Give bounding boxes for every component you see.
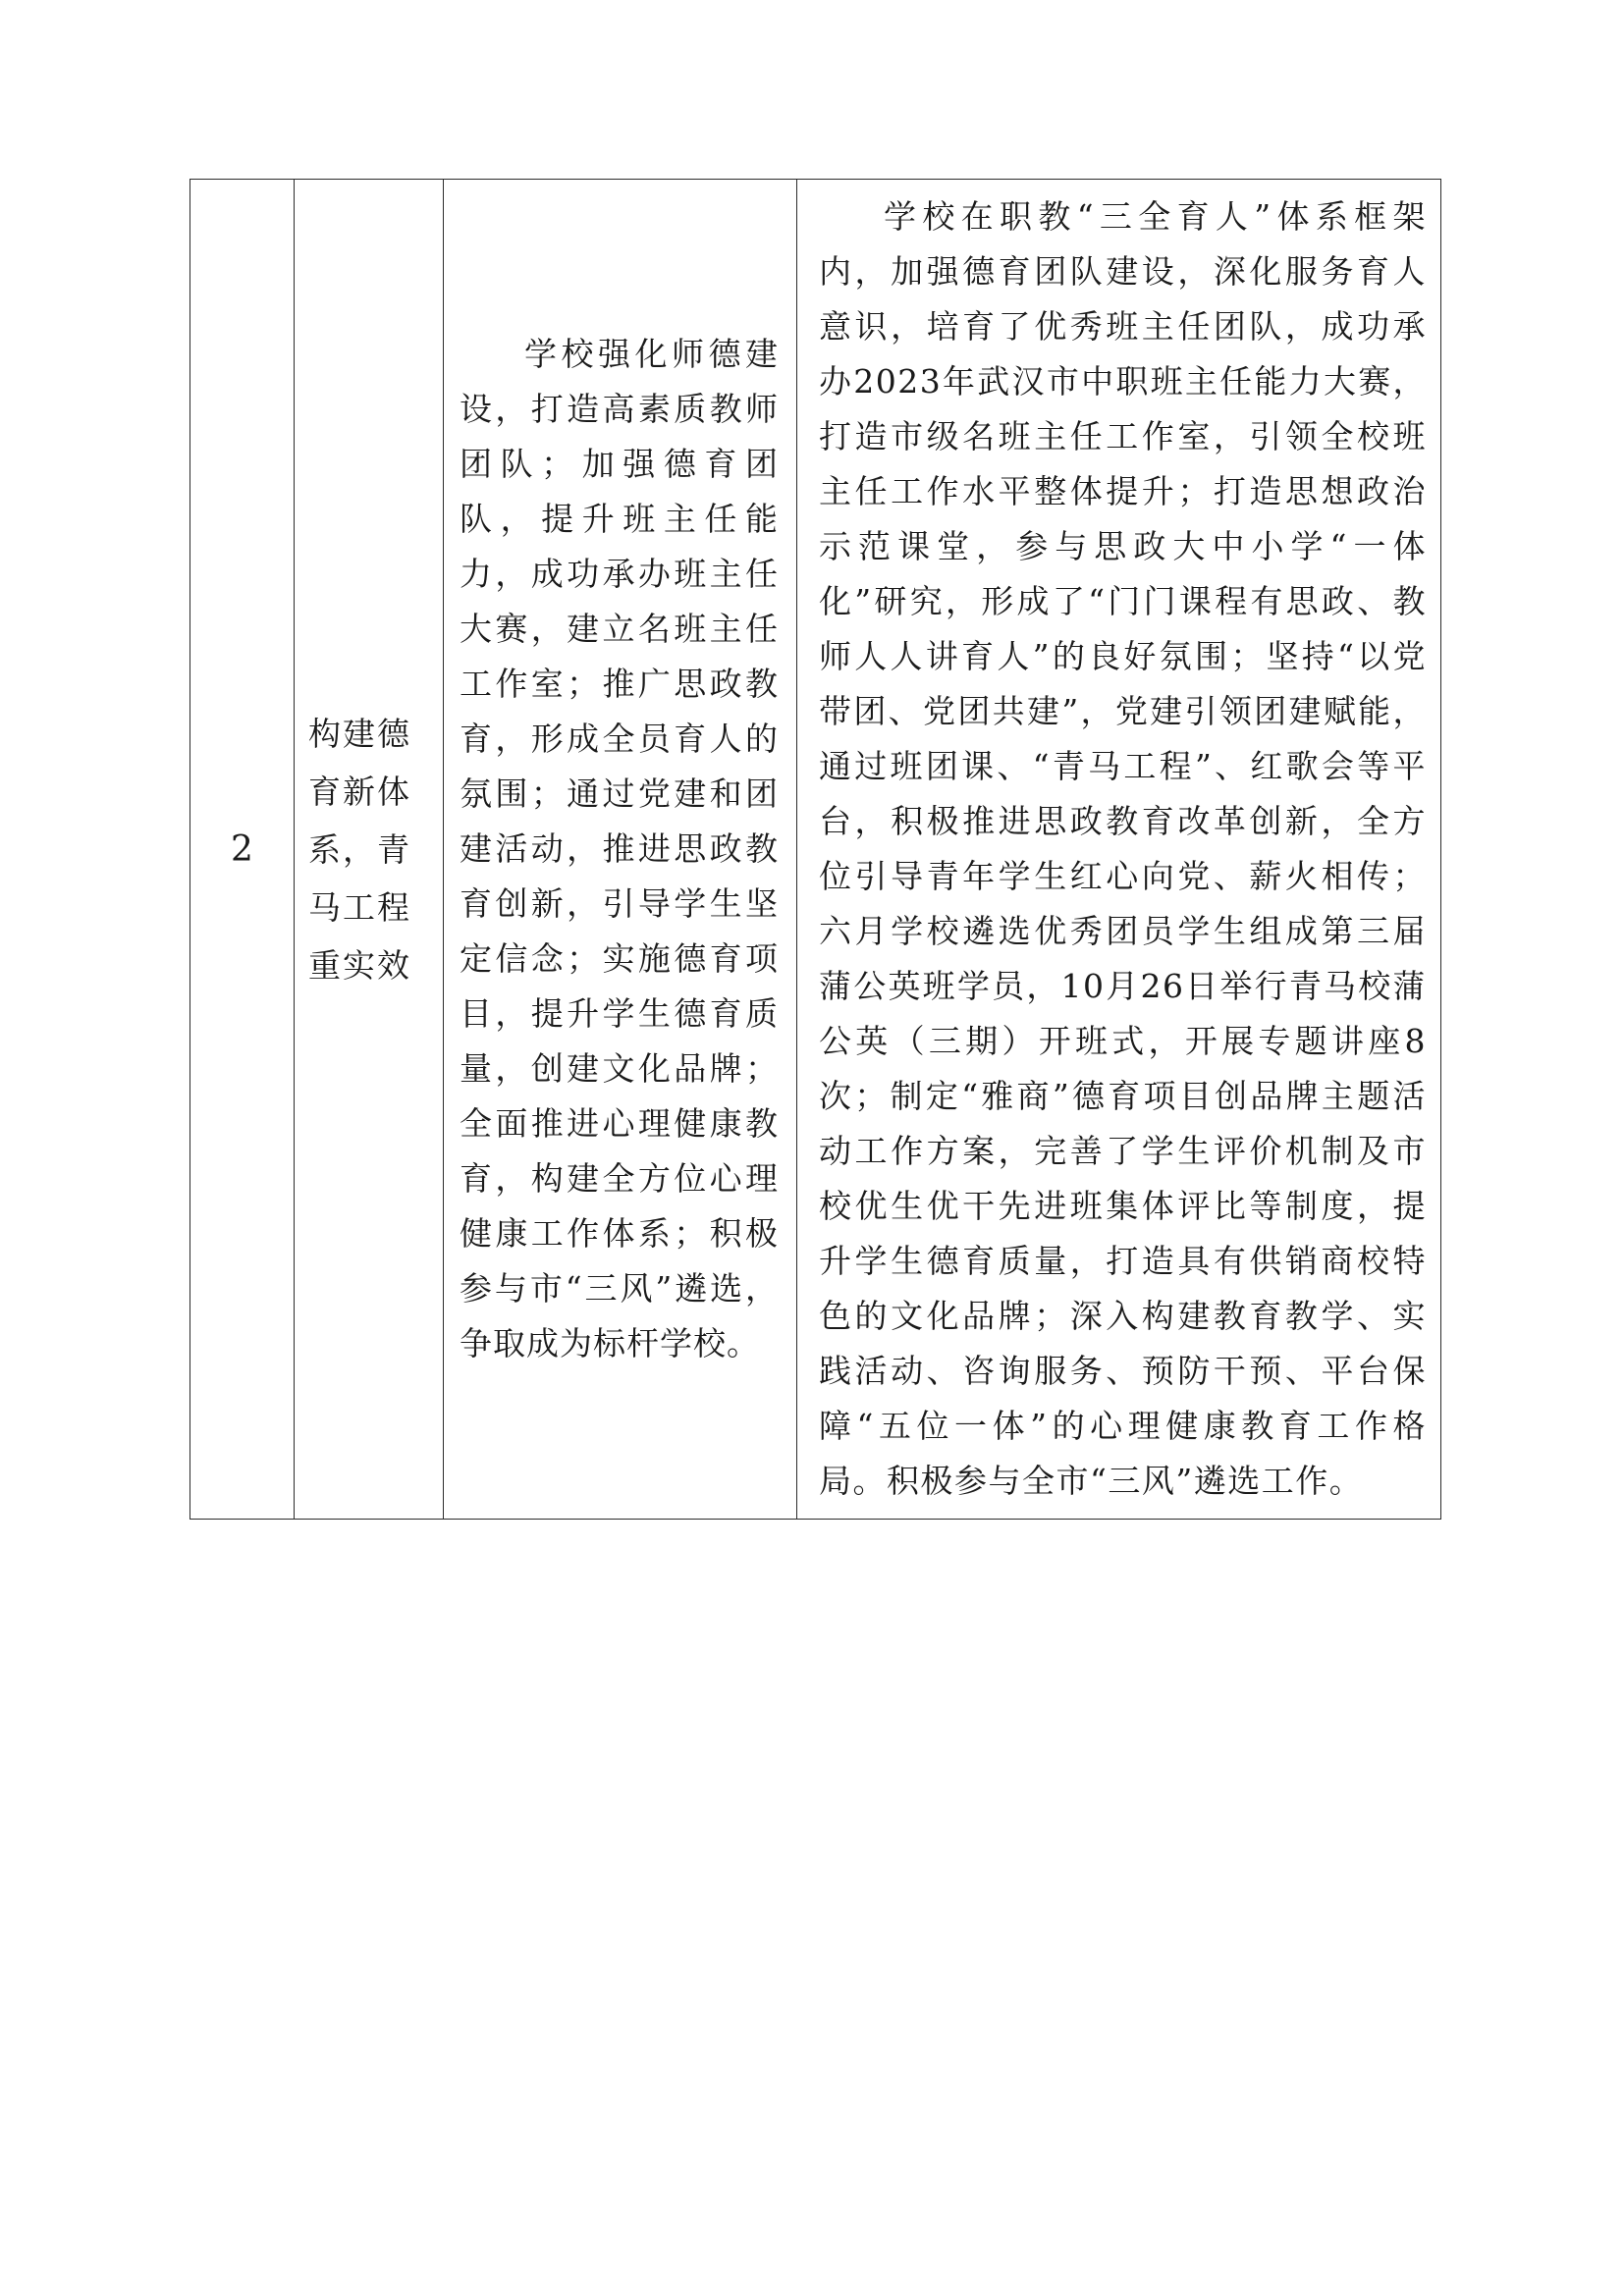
task-item-cell (295, 180, 444, 1520)
row-number-cell (190, 180, 295, 1520)
task-item-title: 构建德育新体系，青马工程重实效 (308, 714, 411, 985)
work-summary-table (189, 179, 1441, 1520)
row-number: 2 (231, 828, 253, 870)
table-row (190, 180, 1441, 1520)
task-result-cell (797, 180, 1441, 1520)
task-result-text: 学校在职教“三全育人”体系框架内，加强德育团队建设，深化服务育人意识，培育了优秀班主任团队，成功承办2023年武汉市中职班主任能力大赛，打造市级名班主任工作室，引领全校班主任工作水平整体提升；打造思想政治示范课堂，参与思政大中小学“一体化”研究，形成了“门门课程有思政、教师人人讲育人”的良好氛围；坚持“以党带团、党团共建”，党建引领团建赋能，通过班团课、“青马工程”、红歌会等平台，积极推进思政教育改革创新，全方位引导青年学生红心向党、薪火相传；六月学校遴选优秀团员学生组成第三届蒲公英班学员，10月26日举行青马校蒲公英（三期）开班式，开展专题讲座8次；制定“雅商”德育项目创品牌主题活动工作方案，完善了学生评价机制及市校优生优干先进班集体评比等制度，提升学生德育质量，打造具有供销商校特色的文化品牌；深入构建教育教学、实践活动、咨询服务、预防干预、平台保障“五位一体”的心理健康教育工作格局。积极参与全市“三风”遴选工作。 (819, 197, 1427, 1500)
task-target-cell (444, 180, 797, 1520)
task-target-text: 学校强化师德建设，打造高素质教师团队；加强德育团队，提升班主任能力，成功承办班主任大赛，建立名班主任工作室；推广思政教育，形成全员育人的氛围；通过党建和团建活动，推进思政教育创新，引导学生坚定信念；实施德育项目，提升学生德育质量，创建文化品牌；全面推进心理健康教育，构建全方位心理健康工作体系；积极参与市“三风”遴选，争取成为标杆学校。 (460, 335, 779, 1362)
